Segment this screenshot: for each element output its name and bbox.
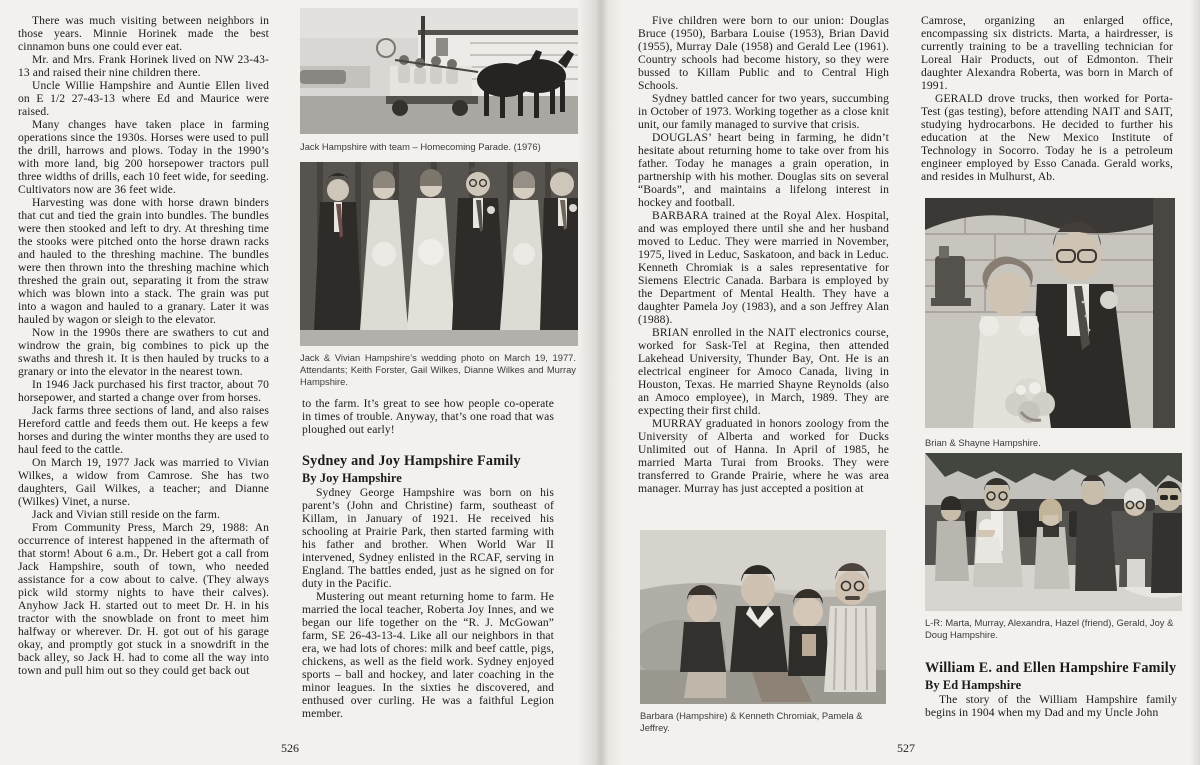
left-page-column-1: [18, 14, 269, 677]
sydney-section: [302, 453, 554, 720]
paragraph: On March 19, 1977 Jack was married to Vivian Wilkes, a widow from Camrose. She has two daughters, Gail Wilkes, a teacher; and Dianne (Wilkes) Vinet, a nurse.: [18, 456, 269, 508]
paragraph: The story of the William Hampshire family begins in 1904 when my Dad and my Uncle John: [925, 693, 1177, 719]
right-page-column-1: [638, 14, 889, 495]
paragraph: In 1946 Jack purchased his first tractor, about 70 horsepower, and started a change over from horses.: [18, 378, 269, 404]
left-page-column-2-continuation: [302, 397, 554, 436]
section-heading-william: William E. and Ellen Hampshire Family: [925, 660, 1177, 676]
paragraph: From Community Press, March 29, 1988: An occurrence of interest happened in the aftermath of that storm! About 6 a.m., Dr. Hebert got a call from Jack Hampshire, south of town, who needed assistance for a cow about to calve. (They always pick wild stormy nights to have their calves). Anyhow Jack H. started out to meet Dr. H. in his tractor with the snowblade on front to meet him halfway or wherever. Dr. H. got out of his garage okay, and promptly got stuck in a snowdrift in the back alley, so Jack H. had to come all the way into town and pull him out so they could get back out: [18, 521, 269, 677]
paragraph: Five children were born to our union: Douglas Bruce (1950), Barbara Louise (1953), Brian David (1955), Murray Dale (1958) and Gerald Lee (1961). Country schools had become history, so they were bussed to Killam Public and to Central High Schools.: [638, 14, 889, 92]
section-byline-william: By Ed Hampshire: [925, 678, 1022, 692]
paragraph: Jack and Vivian still reside on the farm.: [32, 508, 220, 521]
paragraph: Camrose, organizing an enlarged office, encompassing six districts. Marta, a hairdresser, is currently training to be a travelling technician for Loreal Hair Products, out of Edmonton. Their daughter Alexandra Roberta, was born in March of 1991.: [921, 14, 1173, 92]
paragraph: MURRAY graduated in honors zoology from the University of Alberta and worked for Ducks Unlimited out of Hanna. In April of 1985, he married Marta Turai from Brooks. They were transferred to Grande Prairie, where he was area manager. Murray has just accepted a position at: [638, 417, 889, 495]
william-section: [925, 660, 1177, 719]
paragraph: Many changes have taken place in farming operations since the 1930s. Horses were used to pull the drill, harrows and plows. Today in the 1990’s with more land, big 200 horsepower tractors pull three widths of drills, each 10 feet wide, for seeding. Cultivators now are 36 feet wide.: [18, 118, 269, 196]
wedding-photo-image: [300, 162, 578, 346]
page-number-right: 527: [897, 741, 915, 755]
paragraph: Now in the 1990s there are swathers to cut and windrow the grain, big combines to pick up the swaths and thresh it. It is then hauled by trucks to a granary or into the elevator in the nearest town.: [18, 326, 269, 378]
brian-shayne-photo-image: [925, 198, 1175, 428]
caption-brian-shayne: Brian & Shayne Hampshire.: [925, 437, 1041, 448]
paragraph: GERALD drove trucks, then worked for Porta-Test (gas testing), before attending NAIT and SAIT, studying hydrocarbons. He decided to further his education at the New Mexico Institute of Technology in Socorro. Today he is a petroleum engineer employed by Esso Canada. Gerald works, and resides in Mulhurst, Ab.: [921, 92, 1173, 183]
photo-parade: [300, 8, 578, 134]
section-heading-sydney: Sydney and Joy Hampshire Family: [302, 453, 521, 469]
page-gutter-shadow: [578, 0, 622, 765]
photo-brian-shayne: [925, 198, 1175, 428]
caption-wedding: Jack & Vivian Hampshire’s wedding photo on March 19, 1977. Attendants; Keith Forster, Gail Wilkes, Dianne Wilkes and Murray Hampshire.: [300, 352, 576, 387]
photo-family-group: [925, 453, 1182, 611]
paragraph: Mr. and Mrs. Frank Horinek lived on NW 23-43-13 and raised their nine children there.: [18, 53, 269, 79]
caption-chromiak-family: Barbara (Hampshire) & Kenneth Chromiak, Pamela & Jeffrey.: [640, 710, 863, 733]
paragraph: Sydney battled cancer for two years, succumbing in October of 1973. Working together as a close knit unit, our family managed to survive that crisis.: [638, 92, 889, 131]
photo-wedding-1977: [300, 162, 578, 346]
paragraph: Uncle Willie Hampshire and Auntie Ellen lived on E 1/2 27-43-13 where Ed and Maurice were raised.: [18, 79, 269, 118]
page-right-edge-shadow: [1190, 0, 1200, 765]
paragraph: BRIAN enrolled in the NAIT electronics course, worked for Sask-Tel at Regina, then attended Lakehead University, Thunder Bay, Ont. He is an electrical engineer for Amoco Canada, living in Houston, Texas. He married Shayne Reynolds (also an Amoco employee), in March, 1989. They are expecting their first child.: [638, 326, 889, 417]
paragraph: There was much visiting between neighbors in those years. Minnie Horinek made the best cinnamon buns one could ever eat.: [18, 14, 269, 53]
right-page-column-2: [921, 14, 1173, 183]
caption-family-group: L-R: Marta, Murray, Alexandra, Hazel (friend), Gerald, Joy & Doug Hampshire.: [925, 617, 1174, 640]
photo-chromiak-family: [640, 530, 886, 704]
paragraph: Jack farms three sections of land, and also raises Hereford cattle and feeds them out. He keeps a few horses and during the winter months they are used to haul feed to the cattle.: [18, 404, 269, 456]
paragraph: to the farm. It’s great to see how people co-operate in times of trouble. Anyway, that’s one road that was ploughed out early!: [302, 397, 554, 436]
paragraph: Sydney George Hampshire was born on his parent’s (John and Christine) farm, southeast of Killam, in January of 1921. He received his schooling at Prairie Park, then started farming with his father and brother. When World War II intervened, Sydney enlisted in the RCAF, serving in England. The battles ended, just as he signed on for duty in the Pacific.: [302, 486, 554, 590]
paragraph: DOUGLAS’ heart being in farming, he didn’t hesitate about returning home to take over from his father. Today he manages a grain operation, in partnership with his mother. Douglas sits on several “Boards”, and maintains a lifelong interest in hockey and football.: [638, 131, 889, 209]
paragraph: BARBARA trained at the Royal Alex. Hospital, and was employed there until she and her husband moved to Leduc. They were married in November, 1975, lived in Leduc, Saskatoon, and back in Leduc. Kenneth Chromiak is a sales representative for Siemens Electric Canada. Barbara is employed by the Department of Mental Health. They have a daughter Pamela Joy (1983), and a son Jeffrey Alan (1988).: [638, 209, 889, 326]
caption-parade: Jack Hampshire with team – Homecoming Parade. (1976): [300, 141, 541, 152]
section-byline-sydney: By Joy Hampshire: [302, 471, 402, 485]
page-number-left: 526: [281, 741, 299, 755]
chromiak-family-photo-image: [640, 530, 886, 704]
parade-photo-image: [300, 8, 578, 134]
family-group-photo-image: [925, 453, 1182, 611]
paragraph: Mustering out meant returning home to farm. He married the local teacher, Roberta Joy Innes, and we began our life together on the “R. J. McGowan” farm, SE 26-43-13-4. Like all our neighbors in that era, we had lots of chores: milk and beef cattle, pigs, chickens, as well as the field work. Sydney enjoyed sports – ball and hockey, and later coaching in the minor leagues. In the sixties he discovered, and enthused over curling. He was a faithful Legion member.: [302, 590, 554, 720]
paragraph: Harvesting was done with horse drawn binders that cut and tied the grain into bundles. The bundles were then stooked and left to dry. At threshing time the stooks were pitched onto the horse drawn racks and hauled to the threshing machine. The bundles were then thrown into the threshing machine which threshed the grain out, separating it from the straw which was blown into a stack. The grain was put into a wagon and hauled to a granary. Later it was hauled by wagon or sleigh to the elevator.: [18, 196, 269, 326]
